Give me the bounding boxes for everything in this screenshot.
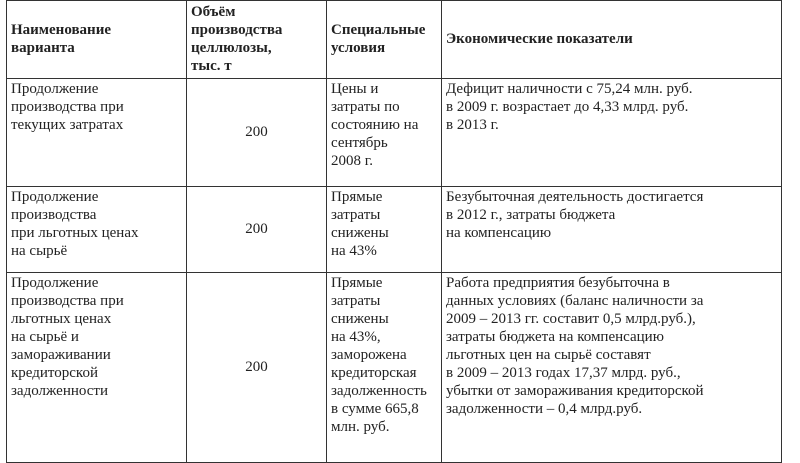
conditions-cell: Прямые затраты снижены на 43% [327,187,442,273]
header-economic-indicators: Экономические показатели [442,1,782,79]
table-row [7,273,782,463]
header-pulp-volume: Объём производства целлюлозы, тыс. т [187,1,327,79]
header-special-conditions: Специальные условия [327,1,442,79]
variant-name-cell: Продолжение производства при льготных ценах на сырьё [7,187,187,273]
table-row [7,79,782,187]
economic-variants-table [6,0,782,463]
conditions-cell: Цены и затраты по состоянию на сентябрь 2008 г. [327,79,442,187]
volume-cell: 200 [187,273,327,463]
header-variant-name: Наименование варианта [7,1,187,79]
volume-cell: 200 [187,187,327,273]
conditions-cell: Прямые затраты снижены на 43%, заморожена кредиторская задолженность в сумме 665,8 млн. руб. [327,273,442,463]
variant-name-cell: Продолжение производства при текущих затратах [7,79,187,187]
table-header-row [7,1,782,79]
indicators-cell: Работа предприятия безубыточна в данных условиях (баланс наличности за 2009 – 2013 гг. составит 0,5 млрд.руб.), затраты бюджета на компенсацию льготных цен на сырьё составят в 2009 – 2013 годах 17,37 млрд. руб., убытки от замораживания кредиторской задолженности – 0,4 млрд.руб. [442,273,782,463]
indicators-cell: Дефицит наличности с 75,24 млн. руб. в 2009 г. возрастает до 4,33 млрд. руб. в 2013 г. [442,79,782,187]
volume-cell: 200 [187,79,327,187]
variant-name-cell: Продолжение производства при льготных ценах на сырьё и замораживании кредиторской задолженности [7,273,187,463]
indicators-cell: Безубыточная деятельность достигается в 2012 г., затраты бюджета на компенсацию [442,187,782,273]
table-row [7,187,782,273]
